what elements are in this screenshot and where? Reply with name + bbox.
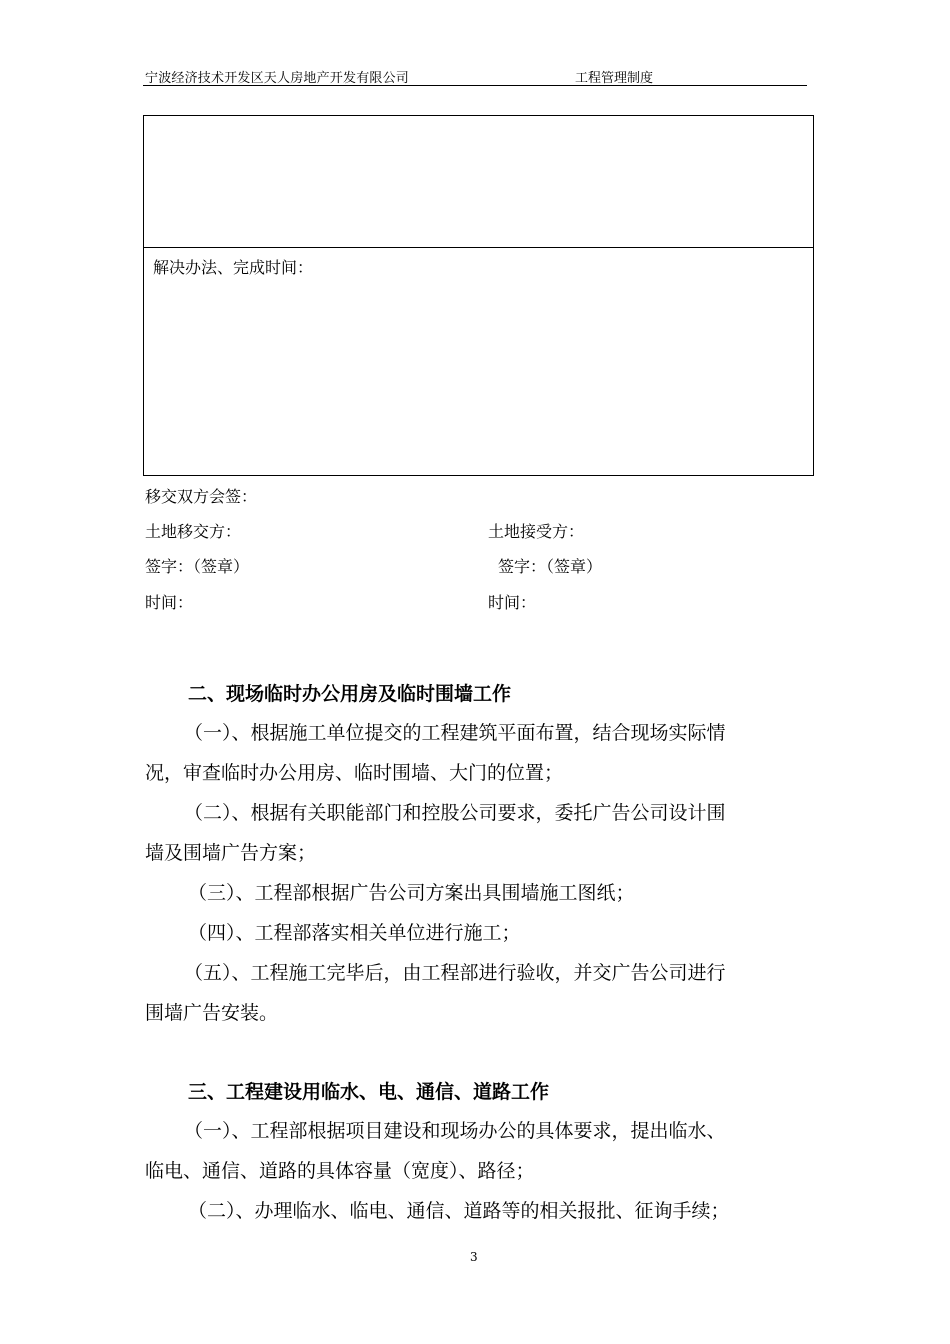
section2-p1-line2: 况，审查临时办公用房、临时围墙、大门的位置； (145, 762, 564, 784)
left-time-label: 时间： (145, 593, 194, 612)
header-rule (143, 85, 807, 86)
table-divider (144, 247, 813, 248)
section2-p5-line2: 围墙广告安装。 (145, 1002, 279, 1024)
left-sign-label: 签字：（签章） (145, 557, 250, 576)
right-sign-label: 签字：（签章） (498, 557, 603, 576)
section2-p4: （四）、工程部落实相关单位进行施工； (188, 922, 521, 944)
section2-p5-line1: （五）、工程施工完毕后，由工程部进行验收，并交广告公司进行 (184, 962, 726, 984)
right-time-label: 时间： (488, 593, 537, 612)
section2-p2-line1: （二）、根据有关职能部门和控股公司要求，委托广告公司设计围 (184, 802, 726, 824)
page-number: 3 (470, 1250, 478, 1264)
header-company: 宁波经济技术开发区天人房地产开发有限公司 (145, 71, 410, 86)
section2-p3: （三）、工程部根据广告公司方案出具围墙施工图纸； (188, 882, 635, 904)
section3-p1-line1: （一）、工程部根据项目建设和现场办公的具体要求，提出临水、 (184, 1120, 726, 1142)
left-party-label: 土地移交方： (145, 522, 242, 541)
section2-p2-line2: 墙及围墙广告方案； (145, 842, 317, 864)
section2-p1-line1: （一）、根据施工单位提交的工程建筑平面布置，结合现场实际情 (184, 722, 726, 744)
right-party-label: 土地接受方： (488, 522, 585, 541)
issue-table (143, 115, 814, 476)
section3-heading: 三、工程建设用临水、电、通信、道路工作 (188, 1081, 550, 1103)
solution-label: 解决办法、完成时间： (153, 258, 314, 277)
header-doc-title: 工程管理制度 (575, 71, 654, 86)
section3-p2: （二）、办理临水、临电、通信、道路等的相关报批、征询手续； (188, 1200, 730, 1222)
section3-p1-line2: 临电、通信、道路的具体容量（宽度）、路径； (145, 1160, 535, 1182)
section2-heading: 二、现场临时办公用房及临时围墙工作 (188, 683, 512, 705)
signoff-title: 移交双方会签： (145, 487, 258, 506)
